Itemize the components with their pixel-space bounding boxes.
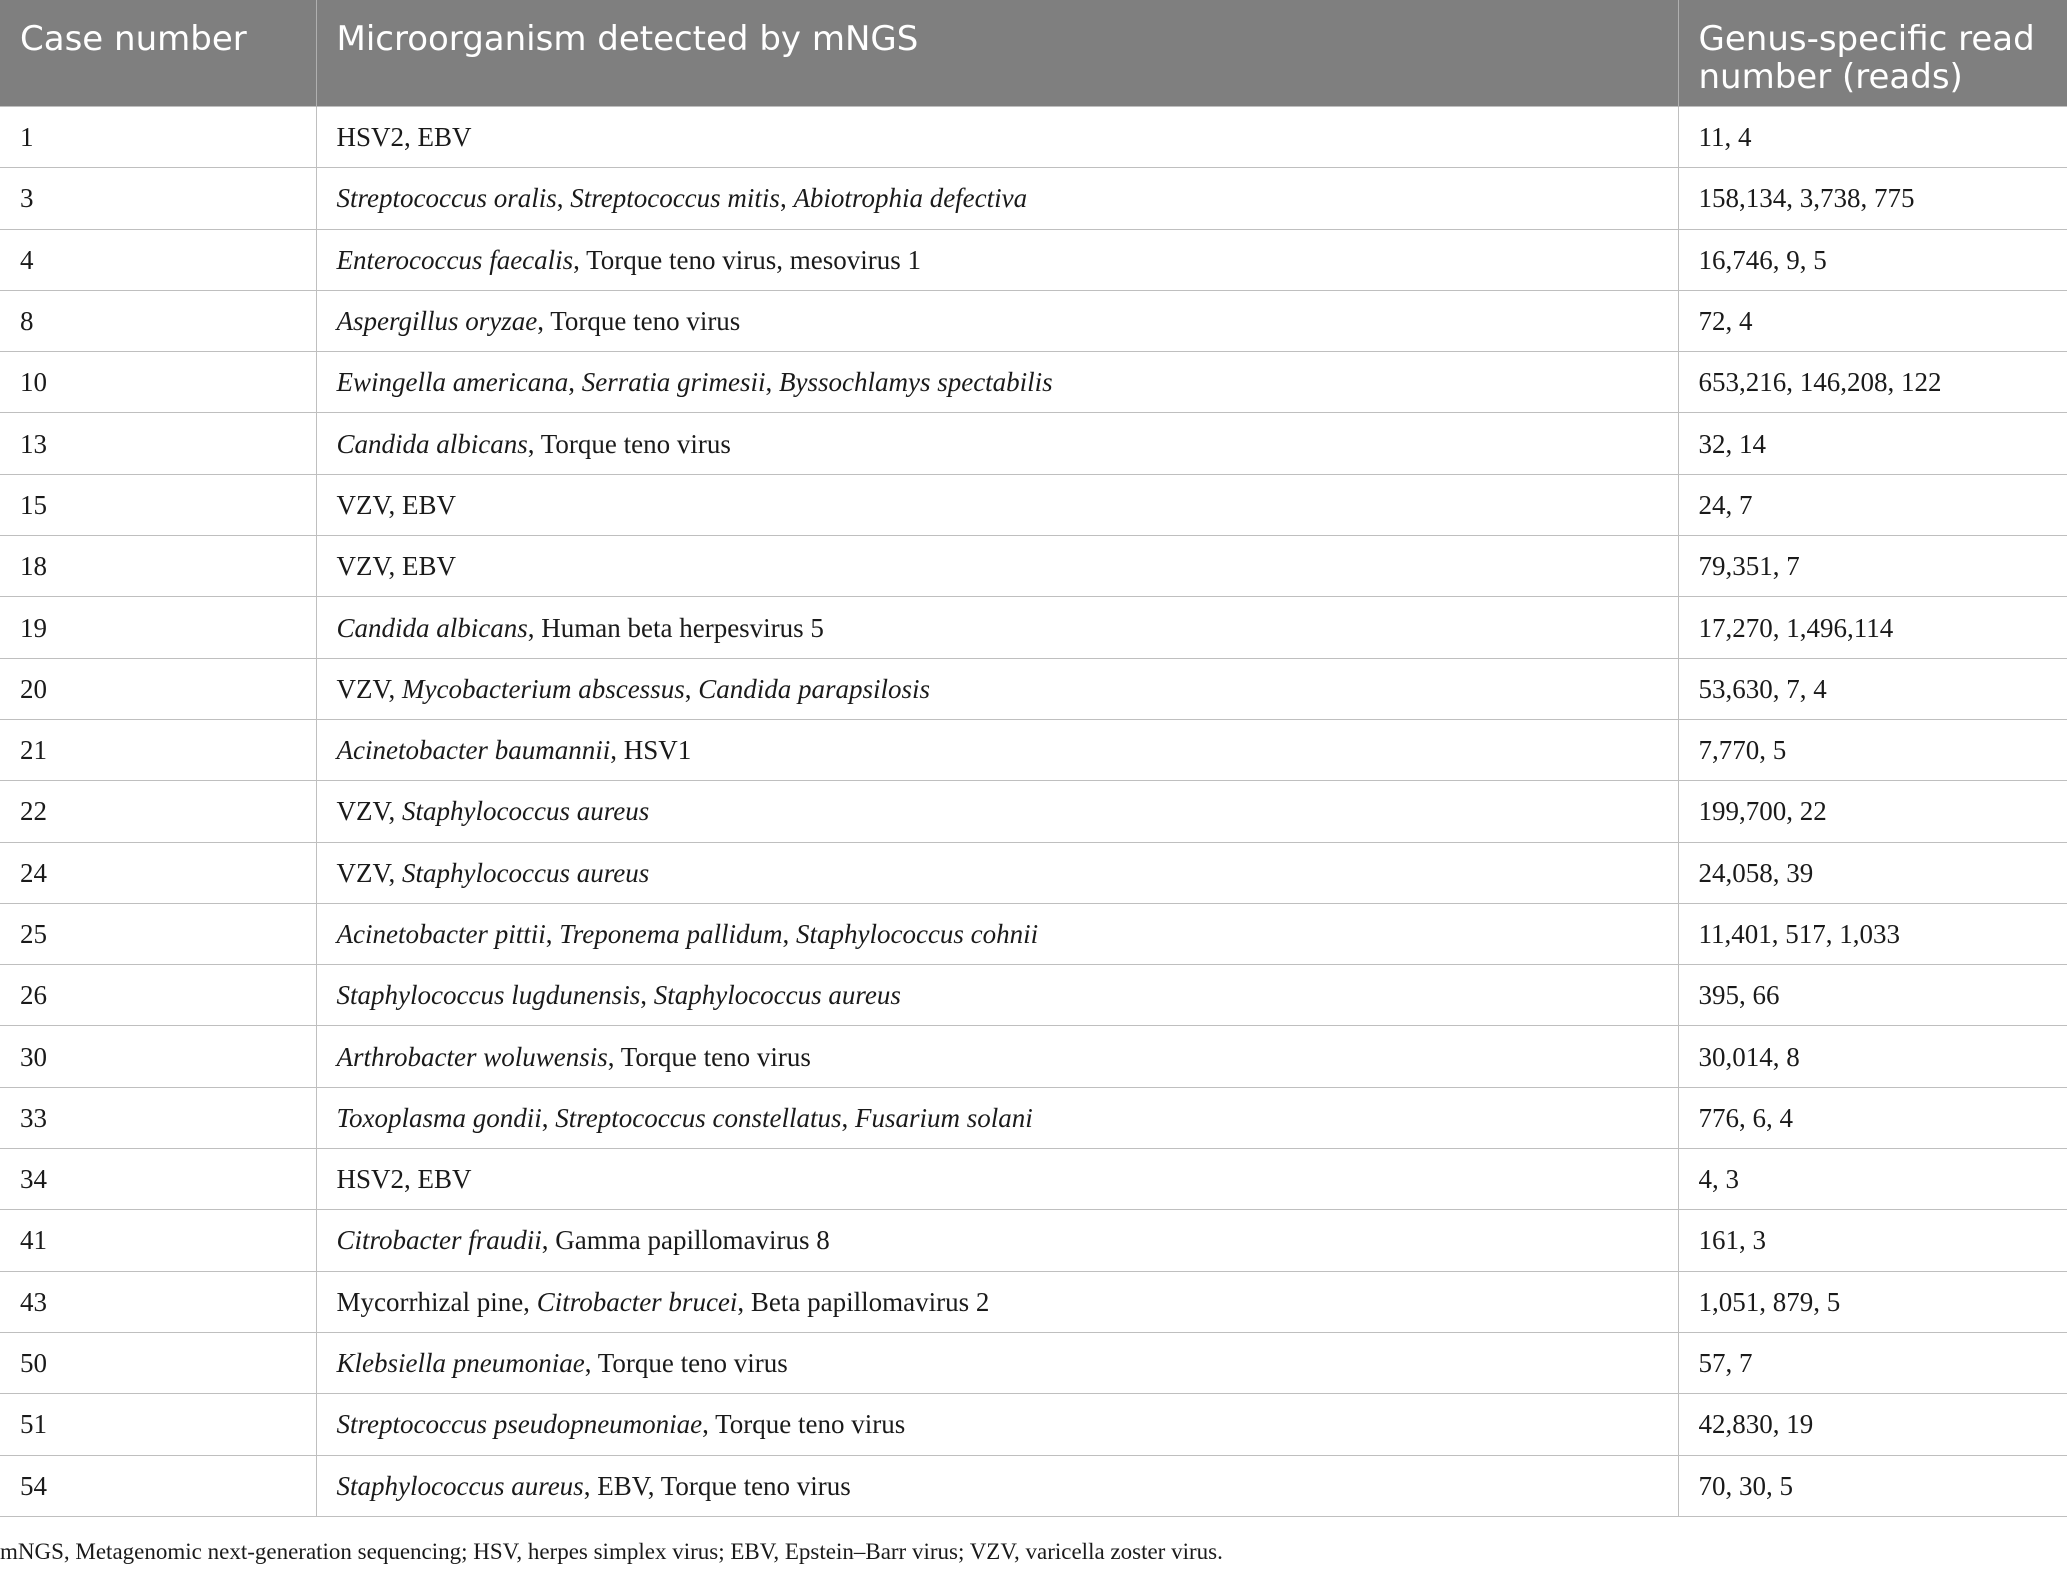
table-row [0,229,2067,290]
cell-read-number: 24, 7 [1678,474,2067,535]
organism-text: HSV2, EBV [336,1164,472,1195]
cell-case-number: 4 [0,229,316,290]
organism-name-italic: Staphylococcus aureus [336,1470,584,1501]
table-row [0,536,2067,597]
organism-name-italic: Candida albicans [336,428,528,459]
header-row [0,0,2067,107]
header-case-number: Case number [0,0,316,107]
cell-microorganism [316,290,1678,351]
organism-text: HSV2, EBV [336,122,472,153]
table-row [0,352,2067,413]
organism-name-italic: Staphylococcus cohnii [795,919,1039,949]
organism-text: , Beta papillomavirus 2 [737,1286,990,1317]
table-row [0,1026,2067,1087]
organism-name-italic: Candida albicans [336,612,528,643]
organism-name-italic: Fusarium solani [855,1102,1033,1133]
organism-name-italic: Byssochlamys spectabilis [778,367,1053,398]
organism-name-italic: Abiotrophia defectiva [793,183,1028,214]
organism-text: , Torque teno virus [607,1041,811,1072]
organism-text: , [765,367,779,398]
cell-read-number: 79,351, 7 [1678,536,2067,597]
table-row [0,290,2067,351]
organism-text: , Human beta herpesvirus 5 [527,612,824,643]
cell-case-number: 41 [0,1210,316,1271]
organism-name-italic: Enterococcus faecalis [336,244,574,275]
table-footnote: mNGS, Metagenomic next-generation sequencing; HSV, herpes simplex virus; EBV, Epstein–Barr virus; VZV, varicella zoster virus. [0,1539,1223,1564]
cell-read-number: 776, 6, 4 [1678,1087,2067,1148]
table-row [0,842,2067,903]
cell-case-number: 50 [0,1332,316,1393]
cell-microorganism [316,536,1678,597]
table-row [0,1271,2067,1332]
organism-name-italic: Acinetobacter baumannii [336,735,611,766]
cell-microorganism [316,474,1678,535]
organism-text: , [782,919,796,949]
organism-name-italic: Staphylococcus aureus [653,980,901,1011]
cell-case-number: 19 [0,597,316,658]
organism-name-italic: Mycobacterium abscessus [402,673,685,704]
cell-case-number: 8 [0,290,316,351]
cell-case-number: 25 [0,903,316,964]
table-row [0,107,2067,168]
organism-name-italic: Aspergillus oryzae [336,306,538,337]
table-row [0,1149,2067,1210]
cell-microorganism [316,1332,1678,1393]
organism-text: , [541,1102,556,1133]
organism-text: Mycorrhizal pine, [336,1286,537,1317]
cell-read-number: 24,058, 39 [1678,842,2067,903]
cell-microorganism [316,168,1678,229]
cell-case-number: 30 [0,1026,316,1087]
cell-read-number: 7,770, 5 [1678,719,2067,780]
cell-read-number: 32, 14 [1678,413,2067,474]
table-row [0,1087,2067,1148]
organism-text: , HSV1 [610,735,692,766]
cell-microorganism [316,658,1678,719]
organism-name-italic: Streptococcus oralis [336,183,557,214]
cell-read-number: 11, 4 [1678,107,2067,168]
cell-case-number: 18 [0,536,316,597]
cell-case-number: 3 [0,168,316,229]
cell-read-number: 161, 3 [1678,1210,2067,1271]
organism-name-italic: Staphylococcus aureus [402,857,650,888]
organism-name-italic: Klebsiella pneumoniae [336,1348,585,1379]
table-row [0,965,2067,1026]
cell-microorganism [316,107,1678,168]
cell-case-number: 54 [0,1455,316,1516]
header-microorganism: Microorganism detected by mNGS [316,0,1678,107]
table-row [0,1332,2067,1393]
cell-microorganism [316,903,1678,964]
organism-text: VZV, [336,796,403,827]
cell-read-number: 158,134, 3,738, 775 [1678,168,2067,229]
organism-name-italic: Citrobacter fraudii [336,1225,542,1256]
table-row [0,1455,2067,1516]
cell-microorganism [316,1394,1678,1455]
organism-text: VZV, [336,857,403,888]
table-row [0,781,2067,842]
cell-read-number: 70, 30, 5 [1678,1455,2067,1516]
cell-read-number: 30,014, 8 [1678,1026,2067,1087]
cell-case-number: 10 [0,352,316,413]
organism-text: , Torque teno virus [537,306,741,337]
cell-case-number: 33 [0,1087,316,1148]
organism-name-italic: Serratia grimesii [581,367,766,398]
cell-case-number: 21 [0,719,316,780]
cell-case-number: 26 [0,965,316,1026]
table-row [0,1210,2067,1271]
organism-text: , Torque teno virus, mesovirus 1 [573,244,921,275]
cell-microorganism [316,1087,1678,1148]
cell-read-number: 1,051, 879, 5 [1678,1271,2067,1332]
table-body [0,107,2067,1517]
cell-read-number: 653,216, 146,208, 122 [1678,352,2067,413]
cell-microorganism [316,1149,1678,1210]
cell-read-number: 17,270, 1,496,114 [1678,597,2067,658]
organism-name-italic: Streptococcus constellatus [555,1102,842,1133]
cell-read-number: 395, 66 [1678,965,2067,1026]
organism-text: VZV, [336,673,403,704]
table-row [0,658,2067,719]
table-row [0,168,2067,229]
organism-text: , [779,183,794,214]
organism-text: , [841,1102,855,1133]
cell-case-number: 15 [0,474,316,535]
organism-name-italic: Arthrobacter woluwensis [336,1041,608,1072]
header-read-number: Genus-specific read number (reads) [1678,0,2067,107]
organism-name-italic: Streptococcus pseudopneumoniae [336,1409,703,1440]
cell-microorganism [316,597,1678,658]
cell-microorganism [316,1210,1678,1271]
cell-case-number: 1 [0,107,316,168]
cell-read-number: 16,746, 9, 5 [1678,229,2067,290]
cell-read-number: 57, 7 [1678,1332,2067,1393]
table-row [0,1394,2067,1455]
cell-read-number: 4, 3 [1678,1149,2067,1210]
cell-case-number: 51 [0,1394,316,1455]
cell-microorganism [316,719,1678,780]
organism-name-italic: Treponema pallidum [559,919,783,949]
cell-read-number: 72, 4 [1678,290,2067,351]
organism-text: , [568,367,582,398]
organism-name-italic: Streptococcus mitis [570,183,780,214]
cell-microorganism [316,352,1678,413]
organism-text: , Torque teno virus [584,1348,788,1379]
organism-text: , Torque teno virus [527,428,731,459]
organism-text: VZV, EBV [336,489,457,520]
table-row [0,719,2067,780]
organism-name-italic: Citrobacter brucei [536,1286,738,1317]
organism-text: , Torque teno virus [702,1409,906,1440]
organism-name-italic: Acinetobacter pittii [336,919,546,949]
table-row [0,903,2067,964]
cell-read-number: 42,830, 19 [1678,1394,2067,1455]
organism-text: , [556,183,571,214]
cell-microorganism [316,1271,1678,1332]
table-row [0,413,2067,474]
organism-name-italic: Ewingella americana [336,367,569,398]
cell-case-number: 13 [0,413,316,474]
cell-case-number: 20 [0,658,316,719]
organism-text: , EBV, Torque teno virus [583,1470,851,1501]
table-header [0,0,2067,107]
organism-name-italic: Candida parapsilosis [698,673,930,704]
organism-text: , Gamma papillomavirus 8 [541,1225,830,1256]
table-row [0,597,2067,658]
cell-case-number: 34 [0,1149,316,1210]
cell-case-number: 43 [0,1271,316,1332]
cell-microorganism [316,1455,1678,1516]
organism-name-italic: Staphylococcus aureus [402,796,650,827]
cell-microorganism [316,965,1678,1026]
organism-name-italic: Staphylococcus lugdunensis [336,980,641,1011]
organism-text: VZV, EBV [336,551,457,582]
organism-text: , [640,980,654,1011]
cell-read-number: 53,630, 7, 4 [1678,658,2067,719]
cell-case-number: 24 [0,842,316,903]
organism-text: , [545,919,560,949]
cell-microorganism [316,842,1678,903]
cell-microorganism [316,1026,1678,1087]
cell-microorganism [316,229,1678,290]
cell-microorganism [316,413,1678,474]
cell-read-number: 11,401, 517, 1,033 [1678,903,2067,964]
cell-case-number: 22 [0,781,316,842]
cell-microorganism [316,781,1678,842]
table-row [0,474,2067,535]
cell-read-number: 199,700, 22 [1678,781,2067,842]
organism-text: , [684,673,699,704]
organism-name-italic: Toxoplasma gondii [336,1102,542,1133]
